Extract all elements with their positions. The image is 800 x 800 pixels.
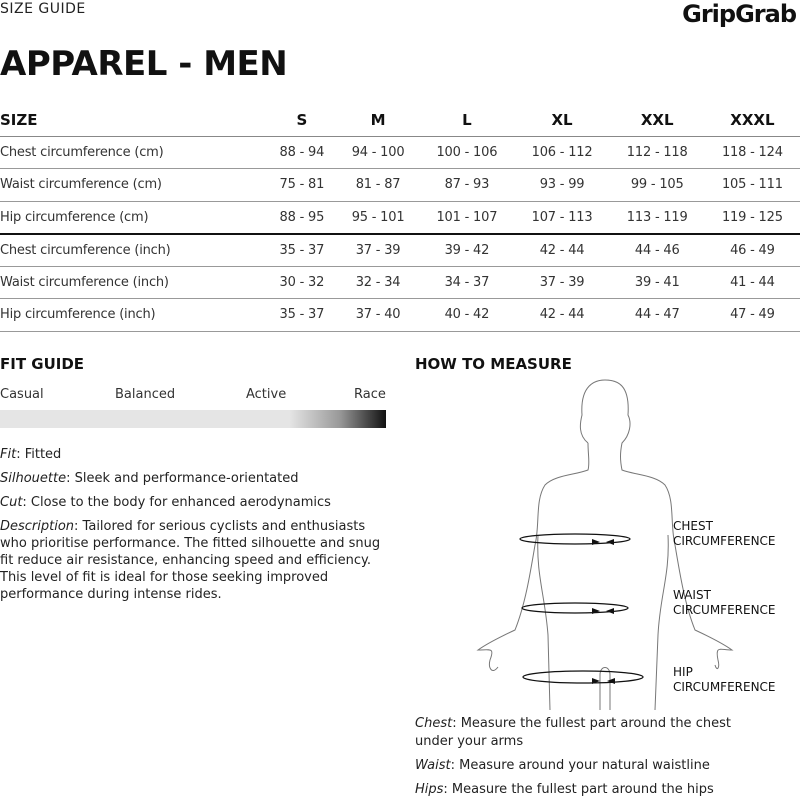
cut-value: : Close to the body for enhanced aerodynamics: [22, 495, 331, 510]
row-label: Chest circumference (inch): [0, 234, 267, 267]
size-cell: 112 - 118: [610, 136, 705, 169]
cut-line: [0, 494, 385, 511]
chest-label: [673, 519, 776, 549]
size-cell: 37 - 39: [514, 266, 609, 299]
row-label: Hip circumference (cm): [0, 201, 267, 234]
size-cell: 94 - 100: [337, 136, 420, 169]
size-cell: 35 - 37: [267, 299, 337, 332]
table-row: [0, 201, 800, 234]
size-cell: 39 - 41: [610, 266, 705, 299]
scale-casual: Casual: [0, 387, 44, 402]
waist-instruction-label: Waist: [415, 758, 451, 773]
waist-label-line1: WAIST: [673, 588, 711, 602]
size-cell: 32 - 34: [337, 266, 420, 299]
size-cell: 39 - 42: [419, 234, 514, 267]
how-to-measure-heading: HOW TO MEASURE: [415, 355, 572, 373]
size-cell: 44 - 46: [610, 234, 705, 267]
col-xxl: XXL: [610, 104, 705, 136]
size-cell: 42 - 44: [514, 299, 609, 332]
size-cell: 44 - 47: [610, 299, 705, 332]
size-cell: 46 - 49: [705, 234, 800, 267]
chest-instruction-label: Chest: [415, 716, 453, 731]
hip-label-line1: HIP: [673, 665, 693, 679]
size-cell: 75 - 81: [267, 169, 337, 202]
table-row: [0, 136, 800, 169]
size-cell: 40 - 42: [419, 299, 514, 332]
size-cell: 113 - 119: [610, 201, 705, 234]
size-cell: 30 - 32: [267, 266, 337, 299]
waist-label-line2: CIRCUMFERENCE: [673, 603, 776, 617]
size-cell: 81 - 87: [337, 169, 420, 202]
cut-label: Cut: [0, 495, 23, 510]
fit-label: Fit: [0, 447, 17, 462]
chest-label-line1: CHEST: [673, 519, 713, 533]
page-title: APPAREL - MEN: [0, 44, 288, 84]
fit-line: [0, 446, 385, 463]
size-cell: 107 - 113: [514, 201, 609, 234]
table-row: [0, 234, 800, 267]
row-label: Waist circumference (inch): [0, 266, 267, 299]
hip-label-line2: CIRCUMFERENCE: [673, 680, 776, 694]
hip-measure-loop: [523, 671, 643, 683]
scale-race: Race: [354, 387, 386, 402]
size-cell: 101 - 107: [419, 201, 514, 234]
size-cell: 105 - 111: [705, 169, 800, 202]
size-cell: 106 - 112: [514, 136, 609, 169]
hips-instruction-label: Hips: [415, 782, 444, 797]
fit-scale-bar: [0, 410, 386, 428]
waist-instruction: [415, 757, 800, 774]
size-cell: 99 - 105: [610, 169, 705, 202]
description-label: Description: [0, 519, 75, 534]
hips-instruction: [415, 781, 800, 798]
size-cell: 42 - 44: [514, 234, 609, 267]
waist-instruction-text: : Measure around your natural waistline: [450, 758, 710, 773]
size-cell: 88 - 95: [267, 201, 337, 234]
size-cell: 118 - 124: [705, 136, 800, 169]
size-cell: 119 - 125: [705, 201, 800, 234]
col-xl: XL: [514, 104, 609, 136]
col-s: S: [267, 104, 337, 136]
silhouette-line: [0, 470, 385, 487]
size-cell: 95 - 101: [337, 201, 420, 234]
size-cell: 37 - 40: [337, 299, 420, 332]
hips-instruction-text: : Measure the fullest part around the hips: [443, 782, 714, 797]
col-l: L: [419, 104, 514, 136]
size-cell: 34 - 37: [419, 266, 514, 299]
fit-guide-heading: FIT GUIDE: [0, 355, 85, 373]
size-cell: 87 - 93: [419, 169, 514, 202]
col-xxxl: XXXL: [705, 104, 800, 136]
chest-instruction-text: : Measure the fullest part around the chest under your arms: [415, 716, 731, 749]
col-size: SIZE: [0, 104, 267, 136]
size-cell: 100 - 106: [419, 136, 514, 169]
size-cell: 35 - 37: [267, 234, 337, 267]
row-label: Waist circumference (cm): [0, 169, 267, 202]
size-cell: 47 - 49: [705, 299, 800, 332]
row-label: Hip circumference (inch): [0, 299, 267, 332]
hip-label: [673, 665, 776, 695]
scale-active: Active: [246, 387, 287, 402]
table-header-row: [0, 104, 800, 136]
size-table: [0, 104, 800, 332]
row-label: Chest circumference (cm): [0, 136, 267, 169]
table-row: [0, 299, 800, 332]
table-row: [0, 169, 800, 202]
size-cell: 93 - 99: [514, 169, 609, 202]
size-cell: 41 - 44: [705, 266, 800, 299]
silhouette-label: Silhouette: [0, 471, 67, 486]
table-row: [0, 266, 800, 299]
brand-logo: GripGrab: [682, 0, 796, 28]
description-line: [0, 518, 385, 603]
silhouette-value: : Sleek and performance-orientated: [66, 471, 299, 486]
chest-label-line2: CIRCUMFERENCE: [673, 534, 776, 548]
col-m: M: [337, 104, 420, 136]
chest-instruction: [415, 715, 735, 751]
size-cell: 88 - 94: [267, 136, 337, 169]
waist-label: [673, 588, 776, 618]
scale-balanced: Balanced: [115, 387, 176, 402]
size-cell: 37 - 39: [337, 234, 420, 267]
section-label: SIZE GUIDE: [0, 1, 86, 17]
fit-value: : Fitted: [16, 447, 62, 462]
description-value: : Tailored for serious cyclists and enthusiasts who prioritise performance. The fitted silhouette and snug fit reduce air resistance, enhancing speed and efficiency. This level of fit is ideal for those seeking improved performance during intense rides.: [0, 519, 381, 602]
